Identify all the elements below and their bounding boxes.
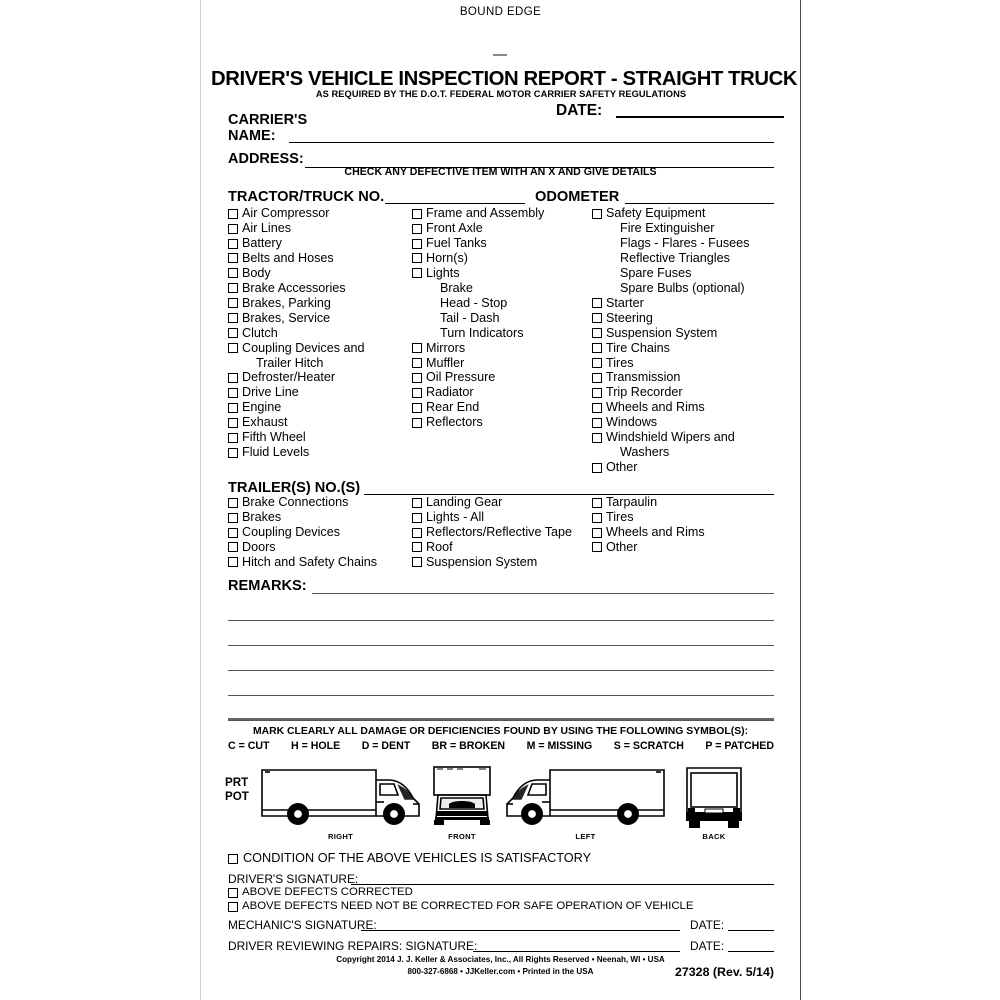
truck-view-front[interactable] [431,764,493,846]
tractor-check-item[interactable] [592,460,774,475]
tractor-check-subitem: Flags - Flares - Fusees [620,235,750,250]
checkbox-icon[interactable] [228,542,238,552]
page-title: DRIVER'S VEHICLE INSPECTION REPORT - STRAIGHT TRUCK [211,68,798,90]
tractor-check-item[interactable] [412,400,586,415]
truck-caption-back: BACK [702,832,726,841]
tractor-check-item[interactable] [228,430,408,445]
date-label: DATE: [556,102,603,119]
tractor-check-item-label: Wheels and Rims [606,400,705,415]
trailer-column-2 [412,495,592,570]
remarks-label: REMARKS: [228,578,307,594]
tractor-check-item[interactable] [228,206,408,221]
address-label: ADDRESS: [228,151,304,167]
tractor-check-item-label: Starter [606,295,644,310]
trailer-check-item-label: Brakes [242,509,282,524]
checkbox-icon[interactable] [228,239,238,249]
tractor-check-item-label: Mirrors [426,340,466,355]
trailer-column-1 [228,495,408,570]
tractor-check-item[interactable] [592,400,774,415]
damage-symbol-2: D = DENT [361,740,411,752]
tractor-check-item[interactable] [592,311,774,326]
checkbox-icon[interactable] [592,313,602,323]
trailer-heading: TRAILER(S) NO.(S) [228,480,361,496]
defects-checkbox-group [228,886,693,913]
tractor-check-item-label: Muffler [426,355,465,370]
tractor-check-item[interactable] [228,281,408,296]
driver-signature-label: DRIVER'S SIGNATURE: [228,872,359,886]
tractor-check-item-label: Steering [606,310,653,325]
tractor-check-item[interactable] [228,415,408,430]
tractor-check-item-label: Safety Equipment [606,206,706,220]
tractor-check-item-label: Exhaust [242,415,288,430]
defects-need-not-checkbox[interactable] [228,900,693,914]
checkbox-icon[interactable] [412,403,422,413]
tractor-check-item[interactable] [228,370,408,385]
tractor-check-item[interactable] [228,236,408,251]
checkbox-icon[interactable] [412,239,422,249]
damage-symbol-0: C = CUT [228,740,270,752]
date-input-line[interactable] [616,116,784,118]
tractor-check-subitem: Brake [440,280,473,295]
remarks-line-3[interactable] [228,670,774,671]
checkbox-icon[interactable] [228,373,238,383]
checkbox-icon[interactable] [592,418,602,428]
tractor-check-item-label: Frame and Assembly [426,206,545,220]
tractor-check-subitem: Reflective Triangles [620,250,730,265]
tractor-check-subitem: Spare Fuses [620,265,692,280]
page-subtitle: AS REQUIRED BY THE D.O.T. FEDERAL MOTOR CARRIER SAFETY REGULATIONS [315,89,687,99]
odometer-input-line[interactable] [625,203,774,204]
tractor-check-item[interactable] [592,206,774,221]
tractor-check-item[interactable] [592,370,774,385]
tractor-check-item-label: Windows [606,415,658,430]
trailer-check-item-label: Landing Gear [426,495,503,509]
damage-symbol-5: S = SCRATCH [613,740,684,752]
tractor-check-item[interactable] [228,385,408,400]
truck-view-left[interactable] [503,764,668,846]
checkbox-icon[interactable] [592,328,602,338]
tractor-check-item[interactable] [412,251,586,266]
remarks-line-1[interactable] [228,620,774,621]
damage-instruction: MARK CLEARLY ALL DAMAGE OR DEFICIENCIES FOUND BY USING THE FOLLOWING SYMBOL(S): [252,726,749,737]
trailer-check-item-label: Roof [426,539,453,554]
tractor-check-item-label: Engine [242,400,282,415]
remarks-line-5[interactable] [228,720,774,721]
tractor-check-item[interactable] [592,341,774,356]
checkbox-icon[interactable] [228,283,238,293]
tick-dash-mark [493,54,507,56]
checkbox-icon[interactable] [412,418,422,428]
tractor-check-item[interactable] [592,430,774,445]
checkbox-icon[interactable] [592,498,602,508]
tractor-check-item-label: Fifth Wheel [242,430,306,445]
checkbox-icon[interactable] [228,268,238,278]
tractor-check-item[interactable] [228,400,408,415]
trailer-check-item[interactable] [592,510,774,525]
pot-label: POT [225,790,249,803]
tractor-check-item[interactable] [592,385,774,400]
condition-satisfactory-label: CONDITION OF THE ABOVE VEHICLES IS SATISFACTORY [243,851,592,865]
tractor-check-item-label: Battery [242,235,282,250]
checkbox-icon[interactable] [592,358,602,368]
mechanic-signature-line[interactable] [361,930,680,931]
checkbox-icon[interactable] [228,557,238,567]
trailer-check-item-label: Lights - All [426,509,485,524]
reviewing-date-label: DATE: [690,939,725,953]
checkbox-icon[interactable] [592,433,602,443]
mechanic-date-line[interactable] [728,930,774,931]
tractor-check-item-label: Brakes, Service [242,310,331,325]
checkbox-icon[interactable] [412,358,422,368]
checkbox-icon[interactable] [228,418,238,428]
checkbox-icon[interactable] [228,528,238,538]
trailer-check-item[interactable] [592,495,774,510]
driver-signature-line[interactable] [351,884,774,885]
tractor-check-item-label: Drive Line [242,385,299,400]
checkbox-icon[interactable] [228,313,238,323]
tractor-check-item-label: Windshield Wipers and [606,430,735,445]
checkbox-icon[interactable] [592,513,602,523]
trailer-check-item[interactable] [412,525,592,540]
trailer-check-item[interactable] [412,510,592,525]
damage-symbol-3: BR = BROKEN [431,740,506,752]
tractor-check-item-label: Rear End [426,400,480,415]
tractor-check-item[interactable] [412,370,586,385]
tractor-check-subitem: Fire Extinguisher [620,220,715,235]
tractor-check-subitem: Head - Stop [440,295,508,310]
checkbox-icon[interactable] [412,542,422,552]
tractor-column-1 [228,206,408,460]
tractor-check-subitem: Spare Bulbs (optional) [620,280,745,295]
trailer-check-item[interactable] [228,540,408,555]
damage-symbol-6: P = PATCHED [705,740,774,752]
trailer-check-item[interactable] [228,495,408,510]
trailer-check-item[interactable] [228,555,408,570]
tractor-check-subitem: Tail - Dash [440,310,500,325]
tractor-check-item-label: Belts and Hoses [242,250,334,265]
tractor-check-item[interactable] [412,236,586,251]
tractor-check-item[interactable] [412,356,586,371]
tractor-check-item[interactable] [592,326,774,341]
tractor-check-item[interactable] [412,266,586,281]
remarks-line-0[interactable] [312,593,774,594]
copyright-line-2: 800-327-6868 • JJKeller.com • Printed in the USA [407,966,594,976]
checkbox-icon[interactable] [412,388,422,398]
checkbox-icon[interactable] [228,253,238,263]
carrier-name-input-line[interactable] [289,142,774,143]
checkbox-icon[interactable] [412,498,422,508]
checkbox-icon[interactable] [412,209,422,219]
tractor-check-item-label: Brake Accessories [242,280,346,295]
trailer-checklist [228,495,774,575]
tractor-check-item-label: Horn(s) [426,250,468,265]
defects-need-not-label: ABOVE DEFECTS NEED NOT BE CORRECTED FOR SAFE OPERATION OF VEHICLE [242,899,694,912]
tractor-check-item[interactable] [412,206,586,221]
mechanic-date-label: DATE: [690,918,725,932]
checkbox-icon[interactable] [412,268,422,278]
odometer-label: ODOMETER [535,189,620,205]
truck-back-icon [683,764,745,836]
checkbox-icon[interactable] [412,253,422,263]
trailer-check-item[interactable] [592,540,774,555]
reviewing-signature-label: DRIVER REVIEWING REPAIRS: SIGNATURE: [228,939,478,953]
reviewing-signature-line[interactable] [473,951,680,952]
condition-satisfactory-checkbox[interactable] [228,851,591,865]
checkbox-icon[interactable] [412,373,422,383]
tractor-check-item-label: Fuel Tanks [426,235,487,250]
tractor-check-item[interactable] [592,296,774,311]
carrier-label-line2: NAME: [228,127,276,144]
checkbox-icon[interactable] [412,528,422,538]
checkbox-icon[interactable] [592,542,602,552]
checkbox-icon[interactable] [228,888,238,898]
checkbox-icon[interactable] [228,328,238,338]
trailer-check-item[interactable] [228,510,408,525]
checkbox-icon[interactable] [412,343,422,353]
tractor-check-item-label: Radiator [426,385,474,400]
form-number: 27328 (Rev. 5/14) [675,965,774,979]
checkbox-icon[interactable] [412,557,422,567]
tractor-check-item[interactable] [412,221,586,236]
trailer-check-item[interactable] [228,525,408,540]
tractor-check-item[interactable] [412,341,586,356]
damage-section-divider [228,718,774,720]
tractor-check-item[interactable] [592,356,774,371]
trailer-check-item-label: Tires [606,509,634,524]
trailer-check-item-label: Other [606,539,638,554]
tractor-check-item-label: Body [242,265,271,280]
page-right-border [800,0,801,1000]
trailer-check-item[interactable] [412,540,592,555]
prt-label: PRT [225,776,249,789]
tractor-check-item-label: Front Axle [426,220,483,235]
checkbox-icon[interactable] [592,403,602,413]
mechanic-signature-label: MECHANIC'S SIGNATURE: [228,918,377,932]
tractor-check-item-label: Lights [426,265,460,280]
tractor-check-item-label: Clutch [242,325,278,340]
truck-caption-right: RIGHT [327,832,354,841]
tractor-column-2 [412,206,586,430]
trailer-check-item-label: Reflectors/Reflective Tape [426,524,573,539]
trailer-check-item-label: Tarpaulin [606,495,658,509]
truck-view-right[interactable] [258,764,423,846]
tractor-check-item-label: Tire Chains [606,340,670,355]
checkbox-icon[interactable] [228,433,238,443]
trailer-check-item[interactable] [412,555,592,570]
checkbox-icon[interactable] [228,209,238,219]
truck-view-back[interactable] [683,764,745,846]
checkbox-icon[interactable] [228,298,238,308]
checkbox-icon[interactable] [592,209,602,219]
checkbox-icon[interactable] [228,854,238,864]
tractor-check-item[interactable] [412,415,586,430]
trailer-column-3 [592,495,774,555]
checkbox-icon[interactable] [228,224,238,234]
truck-caption-front: FRONT [448,832,476,841]
truck-caption-left: LEFT [575,832,596,841]
tractor-checklist [228,206,774,474]
damage-symbol-4: M = MISSING [526,740,593,752]
tractor-truck-heading: TRACTOR/TRUCK NO. [228,189,385,205]
date-field-row [556,102,791,120]
checkbox-icon[interactable] [228,403,238,413]
tractor-check-item-label: Brakes, Parking [242,295,331,310]
tractor-check-item-label: Trip Recorder [606,385,683,400]
tractor-check-item[interactable] [228,445,408,460]
checkbox-icon[interactable] [228,498,238,508]
carrier-name-label [228,113,307,144]
tractor-check-item[interactable] [228,251,408,266]
remarks-line-4[interactable] [228,695,774,696]
trailer-check-item[interactable] [592,525,774,540]
tractor-check-item-continuation: Washers [620,445,670,460]
truck-left-side-icon [503,764,668,836]
checkbox-icon[interactable] [592,528,602,538]
tractor-check-item[interactable] [412,385,586,400]
tractor-check-item-label: Oil Pressure [426,370,496,385]
tractor-check-item-label: Defroster/Heater [242,370,336,385]
trailer-check-item-label: Suspension System [426,554,538,569]
checkbox-icon[interactable] [592,463,602,473]
checkbox-icon[interactable] [592,373,602,383]
checkbox-icon[interactable] [592,298,602,308]
remarks-line-2[interactable] [228,645,774,646]
copyright-line-1: Copyright 2014 J. J. Keller & Associates, Inc., All Rights Reserved • Neenah, WI • USA [336,955,665,964]
trailer-check-item-label: Brake Connections [242,495,349,509]
checkbox-icon[interactable] [228,448,238,458]
checkbox-icon[interactable] [592,343,602,353]
defects-corrected-label: ABOVE DEFECTS CORRECTED [242,886,413,898]
tractor-truck-no-line[interactable] [385,203,525,204]
tractor-check-subitem: Turn Indicators [440,325,524,340]
truck-right-side-icon [258,764,423,836]
truck-front-icon [431,764,493,836]
tractor-check-item-label: Other [606,460,638,475]
checkbox-icon[interactable] [228,902,238,912]
form-sheet [201,0,800,1000]
trailer-check-item-label: Coupling Devices [242,524,341,539]
tractor-check-item[interactable] [228,326,408,341]
tractor-check-item[interactable] [592,415,774,430]
trailer-check-item-label: Hitch and Safety Chains [242,554,378,569]
tractor-check-item-label: Transmission [606,370,681,385]
check-defective-note: CHECK ANY DEFECTIVE ITEM WITH AN X AND GIVE DETAILS [344,166,657,178]
tractor-check-item[interactable] [228,296,408,311]
tractor-check-item-label: Reflectors [426,415,483,430]
tractor-check-item-label: Suspension System [606,325,718,340]
trailer-check-item[interactable] [412,495,592,510]
checkbox-icon[interactable] [228,513,238,523]
damage-symbol-legend [228,740,774,752]
tractor-check-item[interactable] [228,221,408,236]
trailer-check-item-label: Wheels and Rims [606,524,705,539]
truck-diagram-row [228,764,774,846]
trailer-check-item-label: Doors [242,539,276,554]
checkbox-icon[interactable] [412,513,422,523]
bound-edge-label: BOUND EDGE [459,6,542,18]
tractor-check-item[interactable] [228,266,408,281]
tractor-check-item-continuation: Trailer Hitch [256,355,324,370]
tractor-check-item-label: Tires [606,355,634,370]
checkbox-icon[interactable] [412,224,422,234]
defects-corrected-checkbox[interactable] [228,886,693,900]
tractor-check-item-label: Coupling Devices and [242,340,365,355]
reviewing-date-line[interactable] [728,951,774,952]
tractor-check-item[interactable] [228,341,408,356]
checkbox-icon[interactable] [228,388,238,398]
tractor-check-item[interactable] [228,311,408,326]
carrier-label-line1: CARRIER'S [228,112,308,128]
damage-symbol-1: H = HOLE [291,740,341,752]
checkbox-icon[interactable] [228,343,238,353]
tractor-column-3 [592,206,774,475]
tractor-check-item-label: Fluid Levels [242,445,310,460]
checkbox-icon[interactable] [592,388,602,398]
tractor-check-item-label: Air Compressor [242,206,330,220]
tractor-check-item-label: Air Lines [242,220,291,235]
